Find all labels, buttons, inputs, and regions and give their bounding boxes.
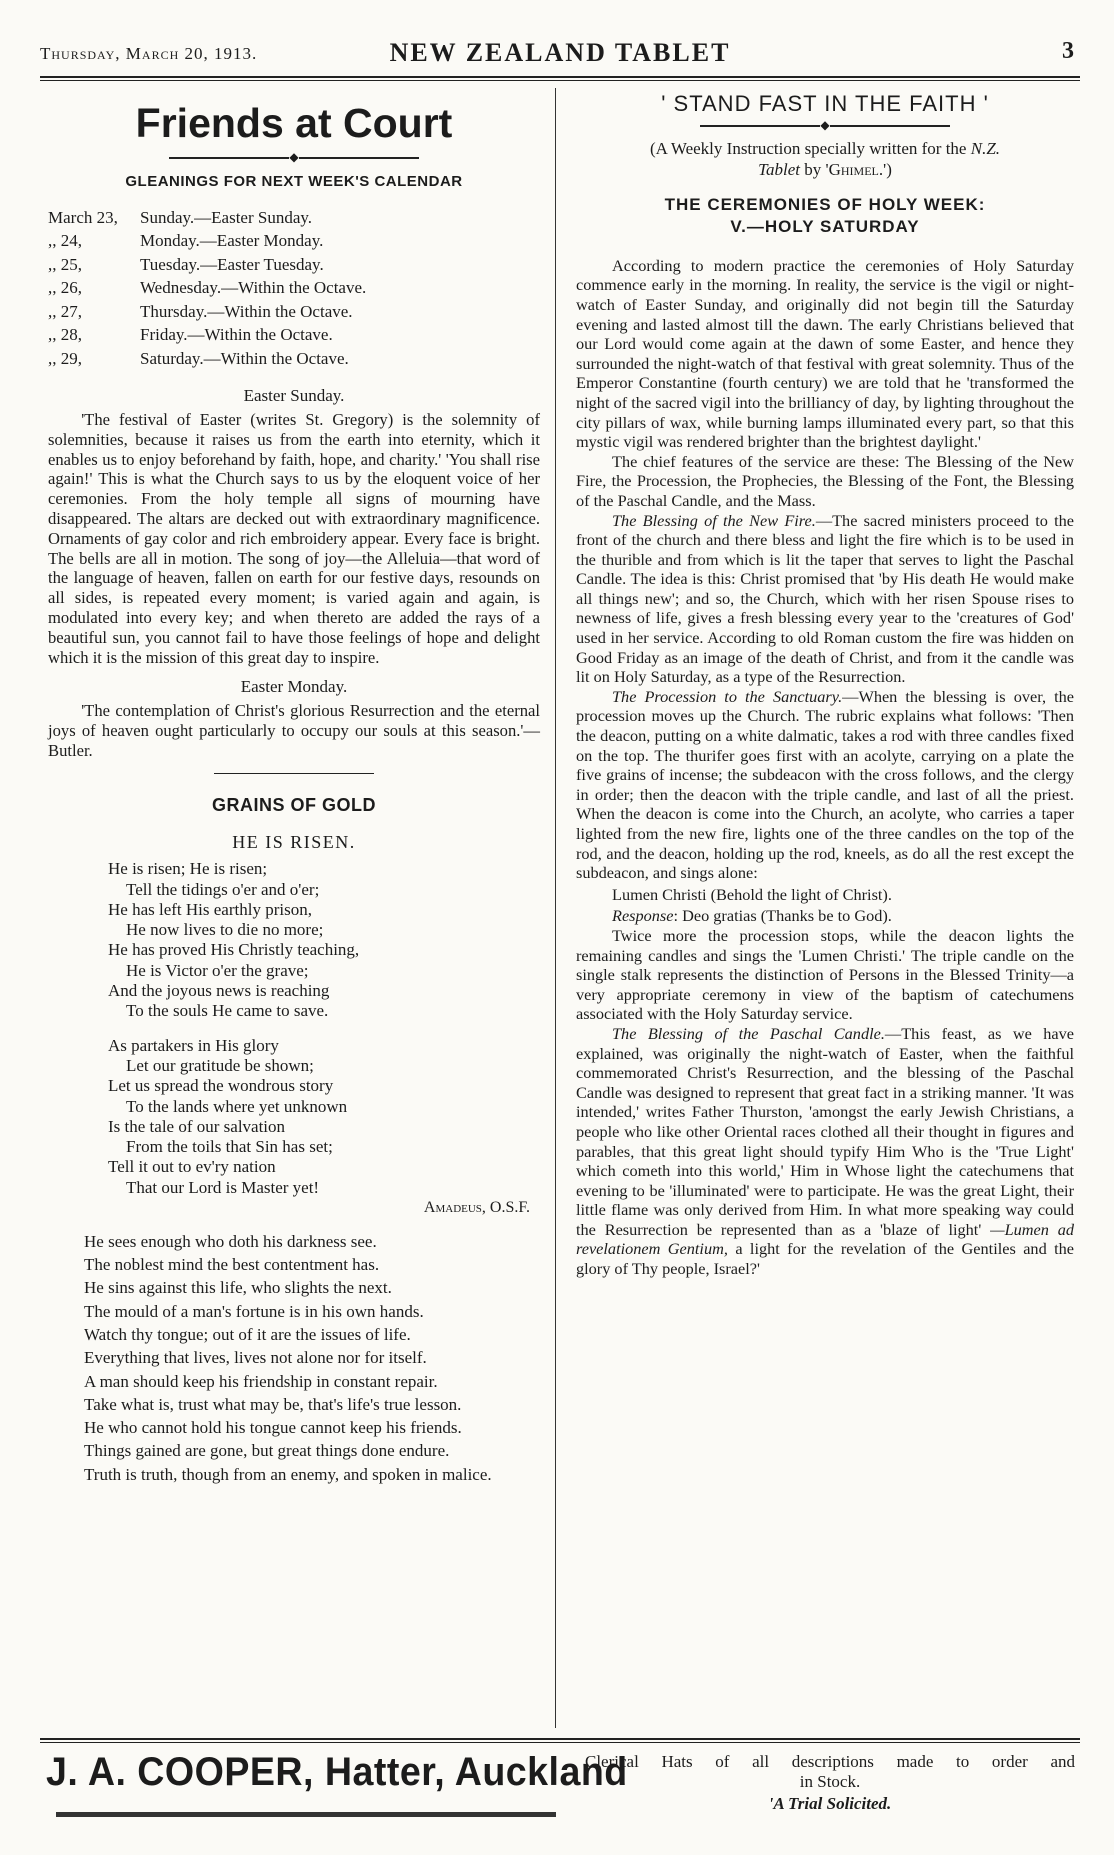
issue-date: Thursday, March 20, 1913. <box>40 44 258 63</box>
advert-underline <box>56 1812 556 1817</box>
page-number: 3 <box>1062 38 1074 64</box>
ornament-rule: ◆ <box>48 150 540 164</box>
calendar-row: ,, 26, Wednesday.—Within the Octave. <box>48 278 367 298</box>
calendar-row: ,, 24, Monday.—Easter Monday. <box>48 231 324 251</box>
ceremonies-heading: THE CEREMONIES OF HOLY WEEK: V.—HOLY SATURDAY <box>664 194 986 236</box>
paragraph: Twice more the procession stops, while the deacon lights the remaining candles and sings the 'Lumen Christi.' The triple candle on the single stalk represents the distinction of Persons in the Blessed Trinity—a very appropriate ceremony in view of the baptism of catechumens associated with the Holy Saturday service. <box>576 925 1074 1024</box>
proverb: He sins against this life, who slights the next. <box>84 1278 392 1298</box>
advertiser-name: J. A. COOPER, Hatter, Auckland <box>46 1750 628 1794</box>
easter-sunday-heading: Easter Sunday. <box>243 386 345 406</box>
paragraph: The chief features of the service are these: The Blessing of the New Fire, the Procession, the Prophecies, the Blessing of the Font, the Blessing of the Paschal Candle, and the Mass. <box>576 451 1074 510</box>
poem <box>108 859 540 1198</box>
proverb: Watch thy tongue; out of it are the issues of life. <box>84 1324 411 1344</box>
calendar-list <box>48 206 540 371</box>
poem-line: Tell it out to ev'ry nation <box>108 1157 276 1177</box>
masthead: NEW ZEALAND TABLET <box>389 38 731 67</box>
calendar-row: ,, 27, Thursday.—Within the Octave. <box>48 301 353 321</box>
poem-line: Let us spread the wondrous story <box>108 1076 334 1096</box>
section-rule <box>214 773 374 774</box>
calendar-row: ,, 25, Tuesday.—Easter Tuesday. <box>48 254 324 274</box>
easter-monday-heading: Easter Monday. <box>240 677 348 697</box>
poem-line: To the souls He came to save. <box>126 1001 329 1021</box>
poem-line: To the lands where yet unknown <box>126 1096 348 1116</box>
instruction-note: (A Weekly Instruction specially written for the N.Z. Tablet by 'Ghimel.') <box>649 138 1001 179</box>
poem-signature: Amadeus, O.S.F. <box>423 1198 530 1216</box>
paragraph: The Blessing of the Paschal Candle.—This feast, as we have explained, was originally the night-watch of Easter, when the faithful commemorated Christ's Resurrection, and the blessing of the Paschal Candle was designed to represent that great fact in a striking manner. 'It was intended,' writes Father Thurston, 'amongst the early Jewish Christians, a people who like other Oriental races clothed all their thought in figures and parables, that this great light should typify Him Who is the 'True Light' which cometh into this world,' Him in Whose light the catechumens that evening to be 'illuminated' were to participate. He was the great Light, their little flame was only derived from Him. In what more speaking way could the Resurrection be represented than as a 'blaze of light' —Lumen ad revelationem Gentium, a light for the revelation of the Gentiles and the glory of Thy people, Israel?' <box>576 1023 1075 1279</box>
paragraph: The Blessing of the New Fire.—The sacred ministers proceed to the front of the church and there bless and light the fire which is to be used in the thurible and from which is lit the taper that serves to light the Paschal Candle. The idea is this: Christ promised that 'by His death He would make all things new'; and so, the Church, which with her risen Spouse rises to newness of life, gives a fresh blessing every year to the 'creatures of God' used in her service. According to old Roman custom the fire was hidden on Good Friday as an image of the death of Christ, and from it the candle was lit on Holy Saturday, as a type of the Resurrection. <box>576 510 1074 687</box>
grains-of-gold-title: GRAINS OF GOLD <box>212 794 376 815</box>
poem-line: He has proved His Christly teaching, <box>108 940 360 960</box>
poem-line: He is risen; He is risen; <box>108 859 268 879</box>
proverbs-list <box>48 1232 540 1485</box>
easter-monday-text: 'The contemplation of Christ's glorious Resurrection and the eternal joys of heaven ought particularly to occupy our souls at this season.'—Butler. <box>48 701 540 760</box>
poem-title: HE IS RISEN. <box>232 832 356 853</box>
footer-rule <box>40 1738 1080 1743</box>
proverb: Take what is, trust what may be, that's life's true lesson. <box>84 1394 462 1414</box>
poem-line: He is Victor o'er the grave; <box>126 960 309 980</box>
poem-line: Let our gratitude be shown; <box>126 1055 314 1075</box>
poem-line: From the toils that Sin has set; <box>126 1137 333 1157</box>
right-column <box>576 92 1074 1279</box>
lumen-christi-line: Lumen Christi (Behold the light of Christ). <box>612 884 892 904</box>
stand-fast-title: ' STAND FAST IN THE FAITH ' <box>661 91 989 116</box>
poem-line: And the joyous news is reaching <box>108 981 330 1001</box>
calendar-row: ,, 29, Saturday.—Within the Octave. <box>48 348 349 368</box>
response-line: Response: Deo gratias (Thanks be to God). <box>612 906 892 926</box>
friends-at-court-title: Friends at Court <box>135 100 453 146</box>
poem-line: That our Lord is Master yet! <box>126 1177 320 1197</box>
proverb: Truth is truth, though from an enemy, and spoken in malice. <box>84 1464 492 1484</box>
proverb: He sees enough who doth his darkness see. <box>84 1231 377 1251</box>
proverb: A man should keep his friendship in constant repair. <box>84 1371 438 1391</box>
paragraph: According to modern practice the ceremonies of Holy Saturday commence early in the morning. In reality, the service is the vigil or night-watch of Easter Sunday, and originally did not begin till the Saturday evening and lasted almost till the dawn. The early Christians believed that our Lord would come again at the dawn of some Easter, and hence they surrounded the night-watch of that festival with great solemnity. Thus of the Emperor Constantine (fourth century) we are told that he 'transformed the night of the sacred vigil into the brilliancy of day, by lighting throughout the city pillars of wax, while burning lamps illuminated every part, so that this mystic vigil was rendered brighter than the brightest daylight.' <box>576 255 1074 452</box>
poem-line: He has left His earthly prison, <box>108 899 312 919</box>
proverb: The noblest mind the best contentment has. <box>84 1255 380 1275</box>
poem-line: Tell the tidings o'er and o'er; <box>126 879 320 899</box>
proverb: He who cannot hold his tongue cannot keep his friends. <box>84 1418 462 1438</box>
advert-text: Clerical Hats of all descriptions made to order and in Stock. 'A Trial Solicited. <box>585 1752 1075 1813</box>
poem-line: Is the tale of our salvation <box>108 1116 286 1136</box>
proverb: Everything that lives, lives not alone nor for itself. <box>84 1348 427 1368</box>
left-column <box>48 92 540 1488</box>
ornament-rule: ◆ <box>576 118 1074 132</box>
column-divider <box>555 88 556 1728</box>
calendar-subtitle: GLEANINGS FOR NEXT WEEK'S CALENDAR <box>125 173 463 190</box>
paragraph: The Procession to the Sanctuary.—When the blessing is over, the procession moves up the Church. The rubric explains what follows: 'Then the deacon, putting on a white dalmatic, takes a rod with three candles fixed on the top. The thurifer goes first with an acolyte, carrying on a plate the five grains of incense; the subdeacon with the cross follows, and the clergy in order; then the deacon with the triple candle, and last of all the priest. When the deacon is come into the Church, an acolyte, who carries a taper lighted from the new fire, lights one of the three candles on the top of the rod, and the deacon, holding up the rod, kneels, as do all the rest except the subdeacon, and sings alone: <box>576 686 1074 883</box>
poem-line: He now lives to die no more; <box>126 920 324 940</box>
proverb: The mould of a man's fortune is in his own hands. <box>84 1301 424 1321</box>
proverb: Things gained are gone, but great things done endure. <box>84 1441 450 1461</box>
page-header <box>40 36 1080 76</box>
calendar-row: ,, 28, Friday.—Within the Octave. <box>48 325 333 345</box>
easter-sunday-text: 'The festival of Easter (writes St. Gregory) is the solemnity of solemnities, because it raises us from the earth into eternity, which it enables us to enjoy beforehand by faith, hope, and charity.' 'You shall rise again!' This is what the Church says to us by the eloquent voice of her ceremonies. From the holy temple all signs of mourning have disappeared. The altars are decked out with extraordinary magnificence. Ornaments of gay color and rich embroidery appear. Every face is bright. The bells are all in motion. The song of joy—the Alleluia—that word of the language of heaven, fallen on earth for our festive days, resounds on all sides, is repeated every moment; is varied again and again, is modulated into every key; and when thereto are added the rays of a beautiful sun, you cannot fail to have those feelings of hope and delight which it is the mission of this great day to inspire. <box>48 410 540 667</box>
header-rule <box>40 76 1080 81</box>
calendar-row: March 23, Sunday.—Easter Sunday. <box>48 207 313 227</box>
poem-line: As partakers in His glory <box>108 1035 279 1055</box>
